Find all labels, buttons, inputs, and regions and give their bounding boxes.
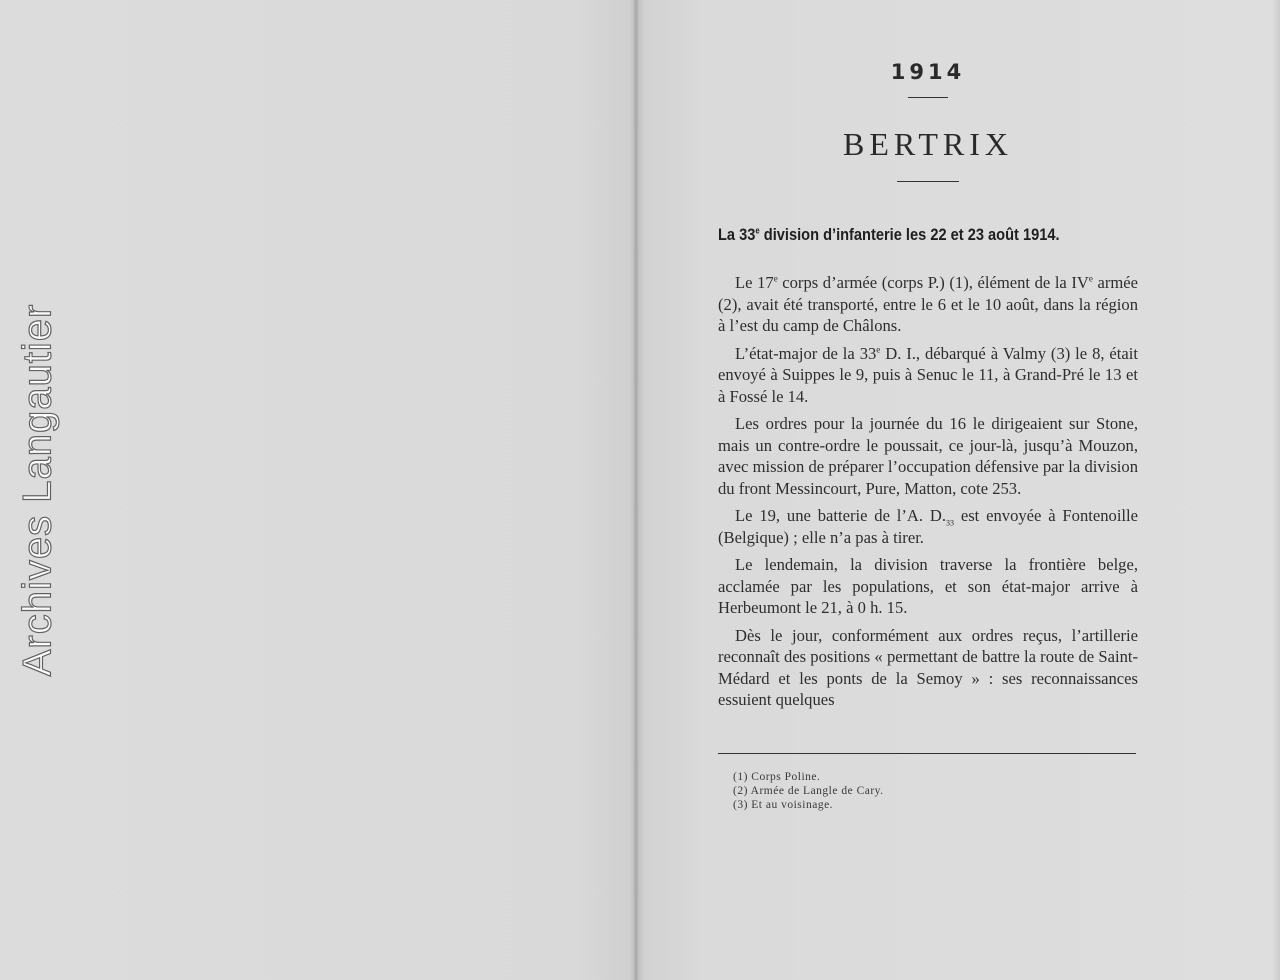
paragraph-5: Le lendemain, la division traverse la frontière belge, acclamée par les populations, et son état-major arrive à Herbeumont le 21, à 0 h. 15. [718, 555, 1138, 617]
p4-text-a: Le 19, une batterie de l’A. D. [735, 506, 947, 525]
paragraph-4 [718, 505, 1138, 548]
section-heading [718, 225, 1079, 245]
right-page [718, 60, 1138, 717]
paragraph-2 [718, 343, 1138, 408]
footnote-1: (1) Corps Poline. [733, 771, 821, 783]
p4-text-b: est envoyée à Fontenoille (Belgique) ; elle n’a pas à tirer. [718, 506, 1139, 547]
p1-text-b: corps d’armée (corps P.) (1), élément de la IV [777, 273, 1089, 292]
p4-sub-a: 33 [946, 518, 955, 528]
page-title: BERTRIX [843, 126, 1013, 162]
footnotes [733, 770, 884, 812]
book-fold [633, 0, 639, 980]
p1-sup-a: e [773, 273, 778, 284]
p2-sup-a: e [876, 343, 881, 354]
paragraph-6: Dès le jour, conformément aux ordres reçus, l’artillerie reconnaît des positions « permettant de battre la route de Saint-Médard et les ponts de la Semoy » : ses reconnaissances essuient quelques [718, 625, 1138, 709]
heading-text-end: division d’infanterie les 22 et 23 août 1914. [759, 225, 1060, 244]
paragraph-3: Les ordres pour la journée du 16 le dirigeaient sur Stone, mais un contre-ordre le poussait, ce jour-là, jusqu’à Mouzon, avec mission de préparer l’occupation défensive par la division du front Messincourt, Pure, Matton, cote 253. [718, 414, 1138, 498]
footnote-rule [718, 753, 1136, 754]
p2-text-a: L’état-major de la 33 [735, 343, 877, 363]
p1-sup-b: e [1088, 273, 1093, 284]
heading-text-start: La 33 [718, 225, 756, 244]
body-text [718, 272, 1138, 711]
p2-text-b: D. I., débarqué à Valmy (3) le 8, était envoyé à Suippes le 9, puis à Senuc le 11, à Grand-Pré le 13 et à Fossé le 14. [718, 343, 1138, 406]
page-edge-shadow [1272, 0, 1280, 980]
year-heading: 1914 [890, 60, 966, 84]
watermark: Archives Langautier [15, 303, 60, 677]
title-rule [897, 181, 959, 182]
year-rule [908, 97, 948, 98]
p1-text-c: armée (2), avait été transporté, entre le 6 et le 10 août, dans la région à l’est du camp de Châlons. [718, 273, 1138, 335]
footnote-2: (2) Armée de Langle de Cary. [733, 785, 884, 797]
footnote-3: (3) Et au voisinage. [733, 799, 834, 811]
heading-superscript: e [755, 225, 760, 236]
p1-text-a: Le 17 [735, 273, 774, 292]
paragraph-1 [718, 272, 1138, 337]
